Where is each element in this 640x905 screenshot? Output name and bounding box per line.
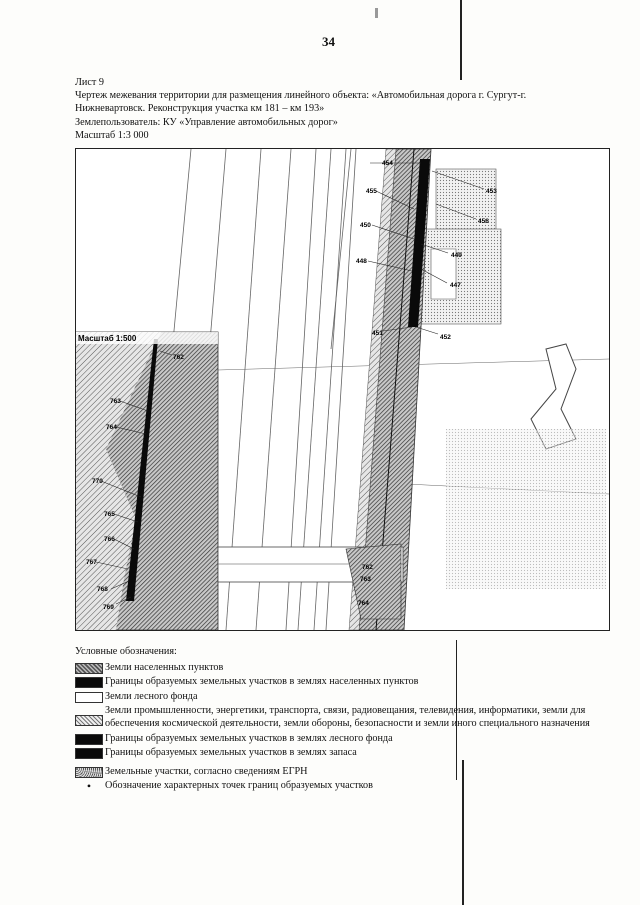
document-header [75, 76, 585, 142]
point-label: 767 [86, 559, 97, 566]
point-label: 764 [358, 600, 369, 607]
point-label: 448 [356, 258, 367, 265]
legend-title: Условные обозначения: [75, 646, 177, 657]
point-label: 768 [97, 586, 108, 593]
legend-item [75, 691, 615, 704]
legend-item-label: Земли населенных пунктов [105, 661, 224, 673]
egrn-dots-swatch [75, 767, 103, 778]
point-label: 766 [104, 536, 115, 543]
legend-item [75, 733, 615, 746]
point-dot-icon: • [86, 779, 92, 794]
point-label: 455 [366, 188, 377, 195]
point-label: 451 [372, 330, 383, 337]
point-label: 452 [440, 334, 451, 341]
legend-item-label: Границы образуемых земельных участков в землях запаса [105, 747, 357, 759]
legend-item [75, 705, 615, 730]
settlement-hatch-swatch [75, 663, 103, 674]
land-user: Землепользователь: КУ «Управление автомобильных дорог» [75, 116, 338, 128]
legend-item [75, 662, 615, 675]
point-label: 763 [110, 398, 121, 405]
point-label: 449 [451, 252, 462, 259]
inset-scale-label: Масштаб 1:500 [78, 334, 137, 343]
industry-hatch-swatch [75, 715, 103, 726]
point-label: 447 [450, 282, 461, 289]
legend-item-label: Границы образуемых земельных участков в землях лесного фонда [105, 732, 393, 744]
sheet-label: Лист 9 [75, 77, 104, 88]
legend-item-label: Земли промышленности, энергетики, транспорта, связи, радиовещания, телевидения, информатики, земли для обеспечения космической деятельности, земли обороны, безопасности и земли иного специального назначения [105, 705, 590, 729]
point-label: 770 [92, 478, 103, 485]
point-label: 764 [106, 424, 117, 431]
egrn-parcel [446, 429, 606, 589]
map-legend [75, 646, 615, 795]
point-label: 762 [362, 564, 373, 571]
legend-item [75, 747, 615, 760]
map-drawing [76, 149, 609, 630]
black-fill-swatch [75, 748, 103, 759]
page-number: 34 [322, 34, 335, 49]
scale-label: Масштаб 1:3 000 [75, 129, 149, 141]
document-title: Чертеж межевания территории для размещения линейного объекта: «Автомобильная дорога г. Сургут-г. Нижневартовск. Реконструкция участка км 181 – км 193» [75, 90, 527, 115]
point-label: 454 [382, 160, 393, 167]
point-label: 763 [360, 576, 371, 583]
point-label: 769 [103, 604, 114, 611]
legend-item-label: Земли лесного фонда [105, 690, 198, 702]
legend-item-label: Границы образуемых земельных участков в землях населенных пунктов [105, 676, 419, 688]
black-fill-swatch [75, 677, 103, 688]
cadastral-map [75, 148, 610, 631]
scan-speck [375, 8, 378, 18]
point-label: 453 [486, 188, 497, 195]
legend-item [75, 780, 615, 793]
legend-item [75, 766, 615, 779]
point-label: 450 [360, 222, 371, 229]
legend-item [75, 676, 615, 689]
point-label: 765 [104, 511, 115, 518]
point-label: 762 [173, 354, 184, 361]
white-fill-swatch [75, 692, 103, 703]
scan-artifact-line [460, 0, 462, 80]
legend-item-label: Обозначение характерных точек границ образуемых участков [105, 780, 373, 792]
black-fill-swatch [75, 734, 103, 745]
point-label: 456 [478, 218, 489, 225]
legend-item-label: Земельные участки, согласно сведениям ЕГРН [105, 765, 308, 777]
